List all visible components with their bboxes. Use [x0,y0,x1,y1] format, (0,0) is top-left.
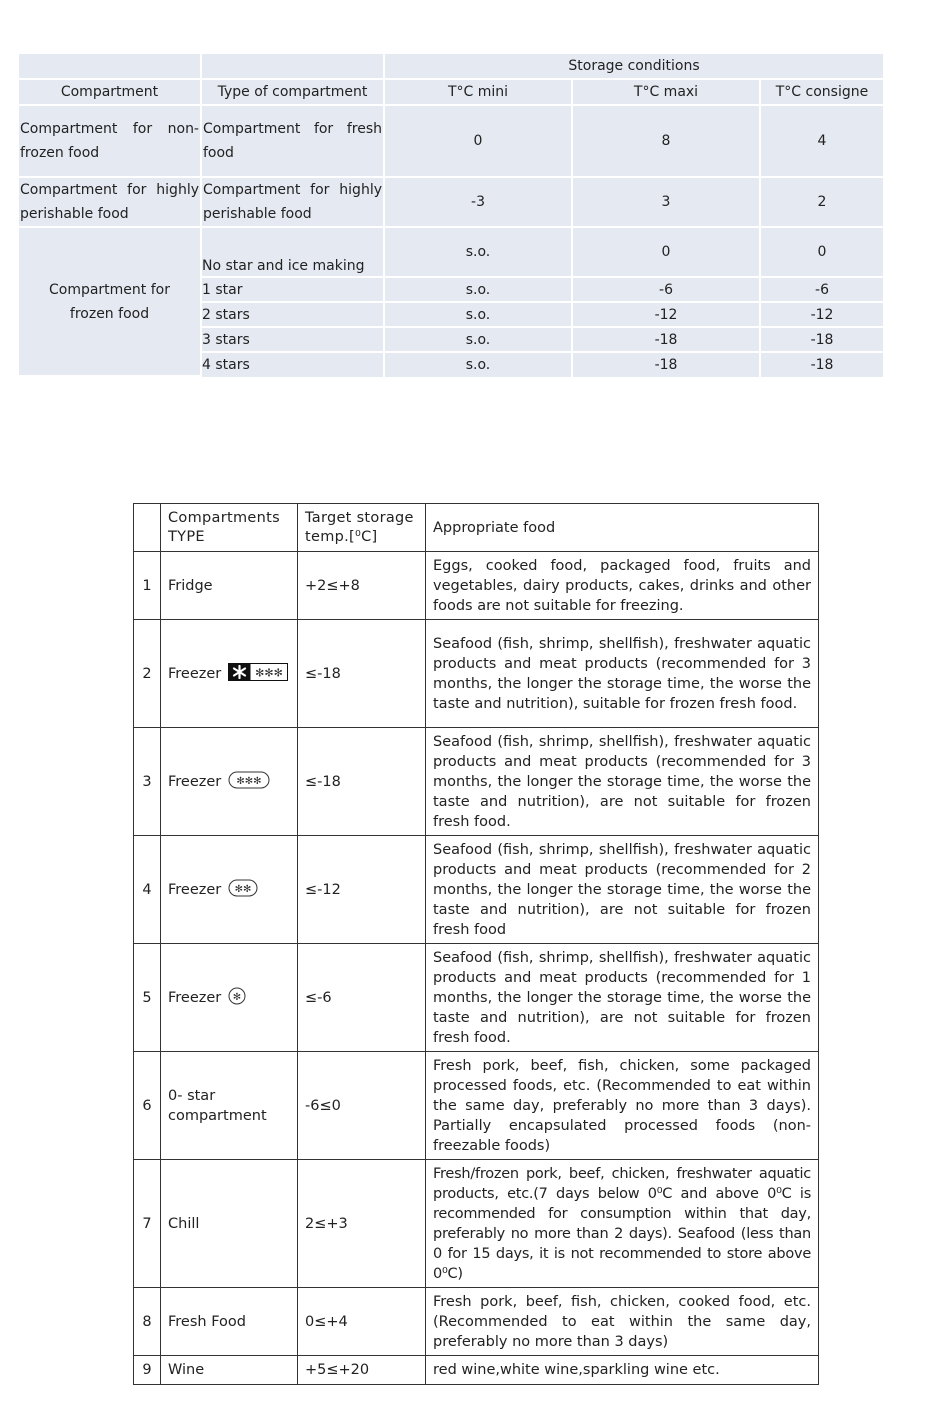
compartment-type [161,728,298,836]
target-temp: ≤-6 [298,944,426,1052]
t2-header-blank [134,504,161,552]
t1-set-cell: 2 [761,178,883,228]
appropriate-food: Seafood (fish, shrimp, shellfish), freshwater aquatic products and meat products (recommended for 3 months, the longer the storage time, the worse the taste and nutrition), suitable for frozen fresh food. [426,620,819,728]
t1-min-cell: 0 [385,106,573,178]
t1-set-cell: 0 [761,228,883,278]
svg-text:✻✻✻: ✻✻✻ [236,775,262,787]
appropriate-food: Fresh pork, beef, fish, chicken, some packaged processed foods, etc. (Recommended to eat within the same day, preferably no more than 3 days). Partially encapsulated processed foods (non-freezable foods) [426,1052,819,1160]
t1-col-setpoint: T°C consigne [761,80,883,106]
target-temp: 0≤+4 [298,1288,426,1356]
t1-set-cell: 4 [761,106,883,178]
t1-min-cell: s.o. [385,328,573,353]
table-row [134,552,819,620]
t1-min-cell: s.o. [385,303,573,328]
compartment-type [161,944,298,1052]
table-row [134,1160,819,1288]
table-row [134,1356,819,1385]
target-temp: 2≤+3 [298,1160,426,1288]
storage-conditions-table [19,54,883,377]
compartment-type [161,552,298,620]
appropriate-food: Fresh pork, beef, fish, chicken, cooked food, etc. (Recommended to eat within the same day, preferably no more than 3 days) [426,1288,819,1356]
table-row [134,620,819,728]
appropriate-food: Seafood (fish, shrimp, shellfish), freshwater aquatic products and meat products (recommended for 1 months, the longer the storage time, the worse the taste and nutrition), are not suitable for frozen fresh food. [426,944,819,1052]
svg-text:✻✻✻: ✻✻✻ [255,666,283,679]
target-temp: ≤-12 [298,836,426,944]
t1-max-cell: -12 [573,303,761,328]
t1-min-cell: s.o. [385,278,573,303]
row-number: 9 [134,1356,161,1385]
t1-type-cell: No star and ice making [202,228,385,278]
type-label: Chill [168,1215,200,1232]
table-row [134,944,819,1052]
one-star-icon [228,987,246,1009]
svg-text:✻: ✻ [232,991,242,1003]
appropriate-food: Fresh/frozen pork, beef, chicken, freshwater aquatic products, etc.(7 days below 0⁰C and above 0⁰C is recommended for consumption within that day, preferably no more than 2 days). Seafood (less than 0 for 15 days, it is not recommended to store above 0⁰C) [426,1160,819,1288]
t1-col-max: T°C maxi [573,80,761,106]
t1-min-cell: s.o. [385,353,573,377]
t1-header-blank [19,54,202,80]
t1-type-cell: 4 stars [202,353,385,377]
t1-compartment-cell: Compartment for highly perishable food [19,178,202,228]
appropriate-food: Seafood (fish, shrimp, shellfish), freshwater aquatic products and meat products (recommended for 2 months, the longer the storage time, the worse the taste and nutrition), are not suitable for frozen fresh food [426,836,819,944]
compartment-type [161,620,298,728]
row-number: 2 [134,620,161,728]
table-row [134,836,819,944]
t1-header-row-1 [19,54,883,80]
t1-type-cell: 1 star [202,278,385,303]
t1-header-blank [202,54,385,80]
t2-header-temp: Target storage temp.[⁰C] [298,504,426,552]
target-temp: -6≤0 [298,1052,426,1160]
type-label: 0- star compartment [168,1087,267,1124]
row-number: 4 [134,836,161,944]
t1-min-cell: s.o. [385,228,573,278]
type-label: Fresh Food [168,1313,246,1330]
type-label: Freezer [168,773,222,790]
compartment-food-table [133,503,819,1385]
t1-set-cell: -18 [761,353,883,377]
t1-row [19,178,883,228]
two-star-icon [228,879,258,901]
t1-max-cell: -18 [573,328,761,353]
type-label: Fridge [168,577,213,594]
compartment-type [161,1356,298,1385]
t1-compartment-cell: Compartment for frozen food [19,228,202,377]
compartment-type [161,1160,298,1288]
type-label: Freezer [168,989,222,1006]
table-row [134,1288,819,1356]
type-label: Freezer [168,665,222,682]
compartment-type [161,1288,298,1356]
target-temp: +2≤+8 [298,552,426,620]
t1-col-min: T°C mini [385,80,573,106]
t2-header-type: Compartments TYPE [161,504,298,552]
t1-row [19,106,883,178]
t1-set-cell: -6 [761,278,883,303]
t1-header-storage-conditions: Storage conditions [385,54,883,80]
table-row [134,728,819,836]
four-star-freezer-icon [228,663,288,685]
t1-header-row-2 [19,80,883,106]
t1-type-cell: Compartment for highly perishable food [202,178,385,228]
type-label: Wine [168,1362,205,1378]
t2-header-food: Appropriate food [426,504,819,552]
type-label: Freezer [168,881,222,898]
target-temp: +5≤+20 [298,1356,426,1385]
t2-header-row [134,504,819,552]
t1-col-type: Type of compartment [202,80,385,106]
row-number: 6 [134,1052,161,1160]
row-number: 3 [134,728,161,836]
t1-type-cell: Compartment for fresh food [202,106,385,178]
appropriate-food: Seafood (fish, shrimp, shellfish), freshwater aquatic products and meat products (recommended for 3 months, the longer the storage time, the worse the taste and nutrition), are not suitable for frozen fresh food. [426,728,819,836]
appropriate-food: red wine,white wine,sparkling wine etc. [426,1356,819,1385]
t1-col-compartment: Compartment [19,80,202,106]
row-number: 7 [134,1160,161,1288]
table-row [134,1052,819,1160]
target-temp: ≤-18 [298,728,426,836]
t1-set-cell: -18 [761,328,883,353]
t1-max-cell: -18 [573,353,761,377]
t1-min-cell: -3 [385,178,573,228]
row-number: 8 [134,1288,161,1356]
compartment-type [161,1052,298,1160]
appropriate-food: Eggs, cooked food, packaged food, fruits and vegetables, dairy products, cakes, drinks and other foods are not suitable for freezing. [426,552,819,620]
compartment-type [161,836,298,944]
t1-set-cell: -12 [761,303,883,328]
t1-type-cell: 3 stars [202,328,385,353]
t1-max-cell: 8 [573,106,761,178]
t1-type-cell: 2 stars [202,303,385,328]
svg-text:✻✻: ✻✻ [234,883,252,895]
t1-max-cell: 0 [573,228,761,278]
three-star-icon [228,771,270,793]
t1-max-cell: -6 [573,278,761,303]
t1-row [19,228,883,278]
target-temp: ≤-18 [298,620,426,728]
row-number: 1 [134,552,161,620]
row-number: 5 [134,944,161,1052]
t1-compartment-cell: Compartment for non-frozen food [19,106,202,178]
t1-max-cell: 3 [573,178,761,228]
